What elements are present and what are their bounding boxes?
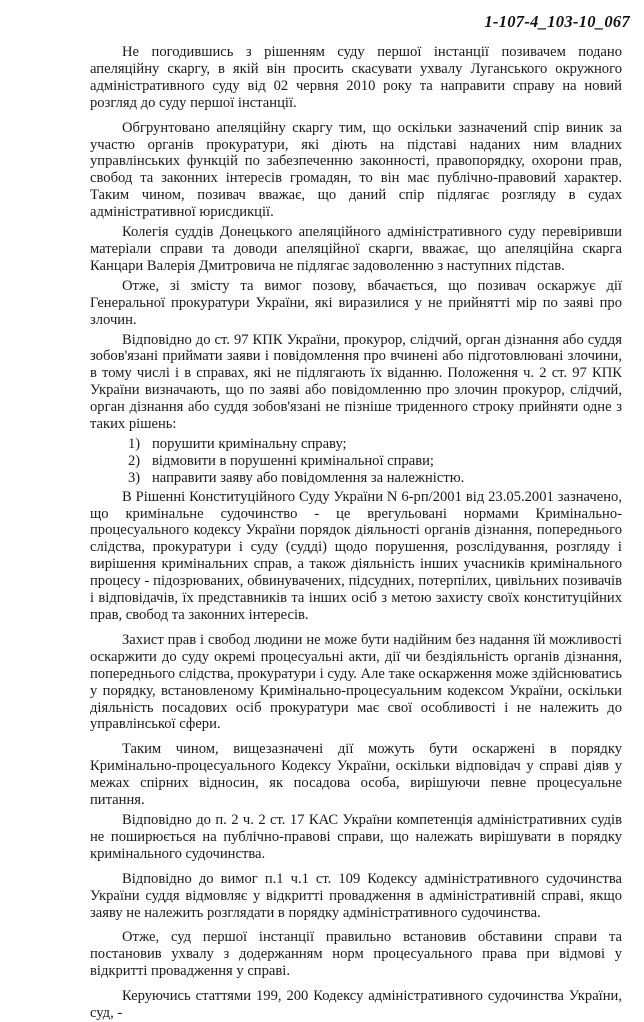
paragraph-rights-protection: Захист прав і свобод людини не може бути надійним без надання їй можливості оскаржити до суду окремі процесуальні акти, дії чи бездіяльність органів дізнання, попереднього слідства, прокуратури і суду. Але таке оскарження може здійснюватись у порядку, встановленому Кримінально-процесуальним кодексом України, оскільки діяльність посадових осіб прокуратури має свої особливості і не належить до управлінської сфери.: [90, 631, 622, 733]
list-item-text: порушити кримінальну справу;: [152, 435, 347, 452]
decisions-list: [90, 436, 622, 487]
paragraph-first-instance-correct: Отже, суд першої інстанції правильно встановив обставини справи та постановив ухвалу з додержанням норм процесуального права при відмові у відкритті провадження у справі.: [90, 929, 622, 980]
list-item-number: 3): [128, 469, 141, 486]
paragraph-article-109: Відповідно до вимог п.1 ч.1 ст. 109 Кодексу адміністративного судочинства України суддя відмовляє у відкритті провадження в адміністративній справі, якщо заяву не належить розглядати в порядку адміністративного судочинства.: [90, 870, 622, 921]
list-item-text: відмовити в порушенні кримінальної справи;: [152, 452, 434, 469]
paragraph-panel-review: Колегія суддів Донецького апеляційного адміністративного суду перевіривши матеріали справи та доводи апеляційної скарги, вважає, що апеляційна скарга Канцари Валерія Дмитровича не підлягає задоволенню з наступних підстав.: [90, 224, 622, 274]
paragraph-guided-by: Керуючись статтями 199, 200 Кодексу адміністративного судочинства України, суд, -: [90, 988, 622, 1022]
document-id: 1-107-4_103-10_067: [484, 12, 630, 31]
paragraph-article-17: Відповідно до п. 2 ч. 2 ст. 17 КАС України компетенція адміністративних судів не поширюється на публічно-правові справи, що належать вирішувати в порядку кримінального судочинства.: [90, 811, 622, 862]
document-body: [90, 44, 622, 1022]
paragraph-claim-content: Отже, зі змісту та вимог позову, вбачається, що позивач оскаржує дії Генеральної прокуратури України, які виразилися у не прийнятті мір по заяві про злочин.: [90, 277, 622, 328]
list-item-text: направити заяву або повідомлення за належністю.: [152, 469, 465, 486]
list-item-number: 1): [128, 435, 141, 452]
paragraph-appeal-grounds: Обгрунтовано апеляційну скаргу тим, що оскільки зазначений спір виник за участю органів прокуратури, які діють на підставі наданих ним владних управлінських функцій по забезпеченню законності, правопорядку, охорони прав, свобод та законних інтересів громадян, то він має публічно-правовий характер. Таким чином, позивач вважає, що даний спір підлягає розгляду в судах адміністративної юрисдикції.: [90, 119, 622, 221]
list-item: [128, 470, 622, 487]
list-item-number: 2): [128, 452, 141, 469]
paragraph-article-97: Відповідно до ст. 97 КПК України, прокурор, слідчий, орган дізнання або суддя зобов'язані приймати заяви і повідомлення про вчинені або підготовлювані злочини, в тому числі і в справах, які не підлягають їх віданню. Положення ч. 2 ст. 97 КПК України визначають, що по заяві або повідомленню про злочин прокурор, слідчий, орган дізнання або суддя зобов'язані не пізніше триденного строку прийняти одне з таких рішень:: [90, 331, 622, 433]
paragraph-appeal-filed: Не погодившись з рішенням суду першої інстанції позивачем подано апеляційну скаргу, в якій він просить скасувати ухвалу Луганського окружного адміністративного суду від 02 червня 2010 року та направити справу на новий розгляд до суду першої інстанції.: [90, 44, 622, 111]
paragraph-constitutional-court: В Рішенні Конституційного Суду України N 6-рп/2001 від 23.05.2001 зазначено, що кримінальне судочинство - це врегульовані нормами Кримінально-процесуального кодексу України порядок діяльності органів дізнання, попереднього слідства, прокуратури і суду (судді) щодо порушення, розслідування, розгляду і вирішення кримінальних справ, а також діяльність інших учасників кримінального процесу - підозрюваних, обвинувачених, підсудних, потерпілих, цивільних позивачів і відповідачів, їх представників та інших осіб з метою захисту своїх конституційних прав, свобод та законних інтересів.: [90, 488, 622, 623]
list-item: [128, 453, 622, 470]
paragraph-conclusion-criminal-procedure: Таким чином, вищезазначені дії можуть бути оскаржені в порядку Кримінально-процесуального Кодексу України, оскільки відповідач у справі діяв у межах спірних відносин, як посадова особа, вирішуючи певне процесуальне питання.: [90, 741, 622, 809]
list-item: [128, 436, 622, 453]
